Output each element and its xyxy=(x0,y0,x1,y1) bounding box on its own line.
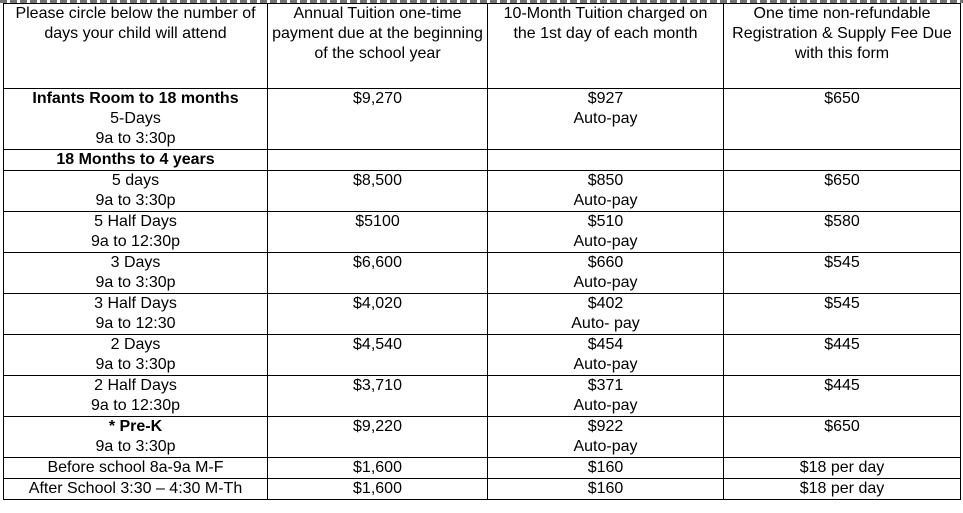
program-cell xyxy=(4,253,268,294)
registration-fee-cell xyxy=(724,89,961,150)
program-name: 2 Days xyxy=(110,336,161,353)
table-row xyxy=(4,417,961,458)
program-detail: 9a to 3:30p xyxy=(95,356,176,373)
table-row xyxy=(4,150,961,171)
annual-tuition-value: $6,600 xyxy=(353,254,402,271)
annual-tuition-cell xyxy=(268,335,488,376)
payment-method: Auto-pay xyxy=(573,233,638,250)
program-name: 5 Half Days xyxy=(94,213,177,230)
registration-fee-cell xyxy=(724,479,961,500)
annual-tuition-cell xyxy=(268,417,488,458)
monthly-tuition-value: $371 xyxy=(587,377,624,394)
header-monthly-tuition: 10-Month Tuition charged on the 1st day of each month xyxy=(488,4,724,89)
header-days: Please circle below the number of days your child will attend xyxy=(4,4,268,89)
program-cell xyxy=(4,458,268,479)
annual-tuition-value: $3,710 xyxy=(353,377,402,394)
registration-fee-value: $650 xyxy=(824,172,860,189)
monthly-tuition-cell xyxy=(488,376,724,417)
payment-method: Auto-pay xyxy=(573,438,638,455)
table-row xyxy=(4,212,961,253)
program-cell xyxy=(4,212,268,253)
payment-method: Auto-pay xyxy=(573,356,638,373)
table-row xyxy=(4,335,961,376)
annual-tuition-value: $5100 xyxy=(355,213,400,230)
annual-tuition-cell xyxy=(268,253,488,294)
program-detail: 9a to 3:30p xyxy=(95,130,176,147)
monthly-tuition-value: $510 xyxy=(587,213,624,230)
registration-fee-cell xyxy=(724,335,961,376)
annual-tuition-value: $4,020 xyxy=(353,295,402,312)
monthly-tuition-value: $850 xyxy=(587,172,624,189)
monthly-tuition-cell xyxy=(488,479,724,500)
monthly-tuition-value: $660 xyxy=(587,254,624,271)
program-cell xyxy=(4,335,268,376)
program-name: After School 3:30 – 4:30 M-Th xyxy=(28,480,243,497)
payment-method: Auto-pay xyxy=(573,274,638,291)
program-detail: 5-Days xyxy=(110,110,161,127)
registration-fee-cell xyxy=(724,212,961,253)
monthly-tuition-cell xyxy=(488,253,724,294)
program-detail: 9a to 3:30p xyxy=(95,438,176,455)
table-row xyxy=(4,376,961,417)
program-name: 5 days xyxy=(111,172,160,189)
header-row xyxy=(4,4,961,89)
monthly-tuition-value: $922 xyxy=(587,418,624,435)
annual-tuition-value: $9,220 xyxy=(353,418,402,435)
registration-fee-value: $18 per day xyxy=(799,480,885,497)
table-row xyxy=(4,89,961,150)
monthly-tuition-value: $454 xyxy=(587,336,624,353)
annual-tuition-cell xyxy=(268,479,488,500)
monthly-tuition-value: $160 xyxy=(587,480,624,497)
program-detail: 9a to 12:30 xyxy=(95,315,176,332)
program-detail: 9a to 3:30p xyxy=(95,274,176,291)
table-row xyxy=(4,479,961,500)
program-name: 2 Half Days xyxy=(94,377,177,394)
annual-tuition-cell xyxy=(268,458,488,479)
annual-tuition-cell xyxy=(268,376,488,417)
header-annual-tuition: Annual Tuition one-time payment due at the beginning of the school year xyxy=(268,4,488,89)
monthly-tuition-value: $402 xyxy=(587,295,624,312)
program-name: Before school 8a-9a M-F xyxy=(47,459,224,476)
program-name: * Pre-K xyxy=(108,418,163,435)
program-cell xyxy=(4,89,268,150)
program-cell xyxy=(4,171,268,212)
annual-tuition-cell xyxy=(268,89,488,150)
program-name: 3 Half Days xyxy=(94,295,177,312)
annual-tuition-value: $4,540 xyxy=(353,336,402,353)
table-row xyxy=(4,171,961,212)
table-row xyxy=(4,294,961,335)
monthly-tuition-cell xyxy=(488,458,724,479)
registration-fee-cell xyxy=(724,171,961,212)
registration-fee-cell xyxy=(724,458,961,479)
tuition-table xyxy=(3,3,961,500)
registration-fee-value: $545 xyxy=(824,295,860,312)
registration-fee-cell xyxy=(724,376,961,417)
annual-tuition-cell xyxy=(268,212,488,253)
monthly-tuition-value: $160 xyxy=(587,459,624,476)
registration-fee-value: $445 xyxy=(824,336,860,353)
registration-fee-cell xyxy=(724,417,961,458)
payment-method: Auto-pay xyxy=(573,397,638,414)
table-row xyxy=(4,253,961,294)
annual-tuition-cell xyxy=(268,150,488,171)
monthly-tuition-cell xyxy=(488,417,724,458)
monthly-tuition-cell xyxy=(488,150,724,171)
registration-fee-value: $650 xyxy=(824,90,860,107)
program-name: 3 Days xyxy=(110,254,161,271)
monthly-tuition-cell xyxy=(488,89,724,150)
header-registration-fee: One time non-refundable Registration & Supply Fee Due with this form xyxy=(724,4,961,89)
program-cell xyxy=(4,479,268,500)
payment-method: Auto-pay xyxy=(573,110,638,127)
monthly-tuition-cell xyxy=(488,294,724,335)
annual-tuition-value: $8,500 xyxy=(353,172,402,189)
program-detail: 9a to 3:30p xyxy=(95,192,176,209)
monthly-tuition-value: $927 xyxy=(587,90,624,107)
payment-method: Auto-pay xyxy=(573,192,638,209)
program-cell xyxy=(4,294,268,335)
program-cell xyxy=(4,417,268,458)
registration-fee-value: $445 xyxy=(824,377,860,394)
monthly-tuition-cell xyxy=(488,212,724,253)
registration-fee-cell xyxy=(724,294,961,335)
program-cell xyxy=(4,150,268,171)
annual-tuition-value: $1,600 xyxy=(353,459,402,476)
program-name: 18 Months to 4 years xyxy=(56,151,215,168)
registration-fee-cell xyxy=(724,150,961,171)
payment-method: Auto- pay xyxy=(571,315,640,332)
program-detail: 9a to 12:30p xyxy=(91,397,180,414)
registration-fee-value: $650 xyxy=(824,418,860,435)
annual-tuition-cell xyxy=(268,171,488,212)
annual-tuition-value: $1,600 xyxy=(353,480,402,497)
registration-fee-value: $580 xyxy=(824,213,860,230)
program-cell xyxy=(4,376,268,417)
annual-tuition-cell xyxy=(268,294,488,335)
monthly-tuition-cell xyxy=(488,171,724,212)
registration-fee-cell xyxy=(724,253,961,294)
registration-fee-value: $545 xyxy=(824,254,860,271)
table-row xyxy=(4,458,961,479)
registration-fee-value: $18 per day xyxy=(799,459,885,476)
program-name: Infants Room to 18 months xyxy=(32,90,239,107)
annual-tuition-value: $9,270 xyxy=(353,90,402,107)
program-detail: 9a to 12:30p xyxy=(91,233,180,250)
monthly-tuition-cell xyxy=(488,335,724,376)
